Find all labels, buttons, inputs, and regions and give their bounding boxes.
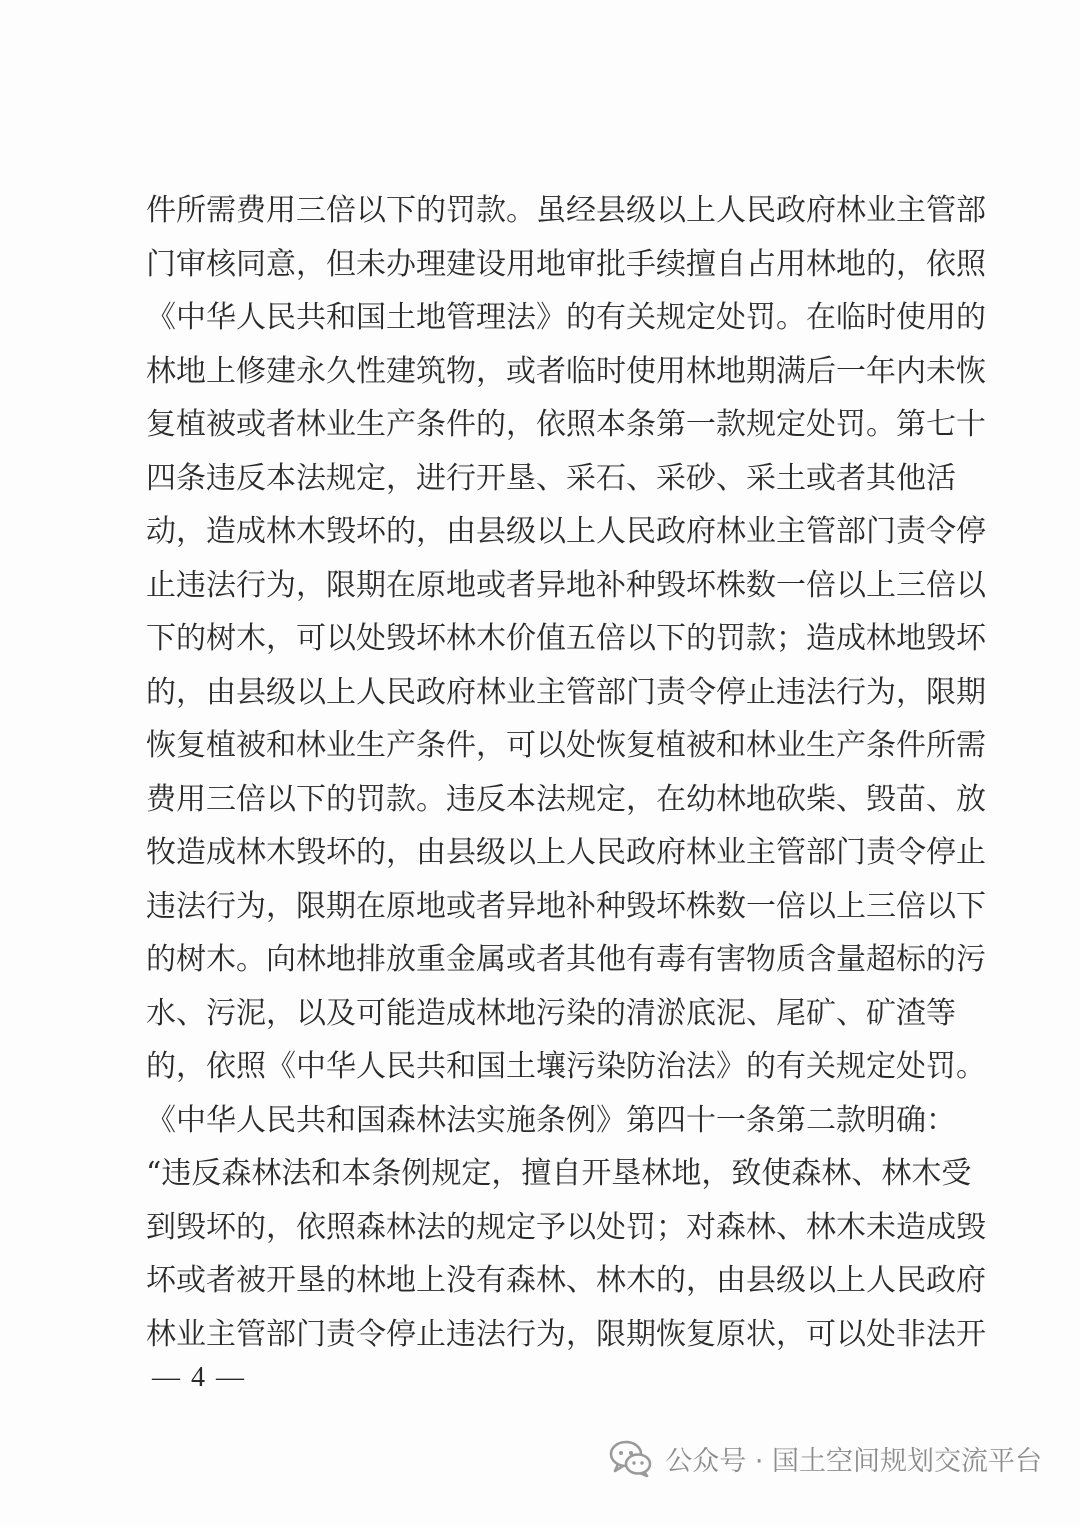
text-line: 林地上修建永久性建筑物，或者临时使用林地期满后一年内未恢	[146, 354, 986, 389]
text-line: “违反森林法和本条例规定，擅自开垦林地，致使森林、林木受	[146, 1156, 972, 1191]
wechat-icon	[607, 1434, 655, 1482]
text-line: 复植被或者林业生产条件的，依照本条第一款规定处罚。第七十	[146, 407, 986, 442]
text-line: 到毁坏的，依照森林法的规定予以处罚；对森林、林木未造成毁	[146, 1210, 986, 1245]
text-line: 费用三倍以下的罚款。违反本法规定，在幼林地砍柴、毁苗、放	[146, 782, 986, 817]
text-line: 林业主管部门责令停止违法行为，限期恢复原状，可以处非法开	[146, 1317, 986, 1352]
text-line: 恢复植被和林业生产条件，可以处恢复植被和林业生产条件所需	[146, 728, 986, 763]
text-line: 违法行为，限期在原地或者异地补种毁坏株数一倍以上三倍以下	[146, 889, 986, 924]
watermark	[607, 1432, 1042, 1484]
text-line: 门审核同意，但未办理建设用地审批手续擅自占用林地的，依照	[146, 247, 986, 282]
text-line: 动，造成林木毁坏的，由县级以上人民政府林业主管部门责令停	[146, 514, 986, 549]
text-line: 牧造成林木毁坏的，由县级以上人民政府林业主管部门责令停止	[146, 835, 986, 870]
text-line: 的，由县级以上人民政府林业主管部门责令停止违法行为，限期	[146, 675, 986, 710]
text-line: 坏或者被开垦的林地上没有森林、林木的，由县级以上人民政府	[146, 1263, 986, 1298]
watermark-text: 公众号 · 国土空间规划交流平台	[665, 1445, 1042, 1477]
text-line: 四条违反本法规定，进行开垦、采石、采砂、采土或者其他活	[146, 461, 956, 496]
page-number: — 4 —	[152, 1362, 246, 1393]
text-line: 《中华人民共和国森林法实施条例》第四十一条第二款明确：	[146, 1103, 956, 1138]
text-line: 的树木。向林地排放重金属或者其他有毒有害物质含量超标的污	[146, 942, 986, 977]
text-line: 水、污泥，以及可能造成林地污染的清淤底泥、尾矿、矿渣等	[146, 996, 956, 1031]
text-line: 件所需费用三倍以下的罚款。虽经县级以上人民政府林业主管部	[146, 193, 986, 228]
text-line: 的，依照《中华人民共和国土壤污染防治法》的有关规定处罚。	[146, 1049, 986, 1084]
text-line: 《中华人民共和国土地管理法》的有关规定处罚。在临时使用的	[146, 300, 986, 335]
text-line: 止违法行为，限期在原地或者异地补种毁坏株数一倍以上三倍以	[146, 568, 986, 603]
text-line: 下的树木，可以处毁坏林木价值五倍以下的罚款；造成林地毁坏	[146, 621, 986, 656]
